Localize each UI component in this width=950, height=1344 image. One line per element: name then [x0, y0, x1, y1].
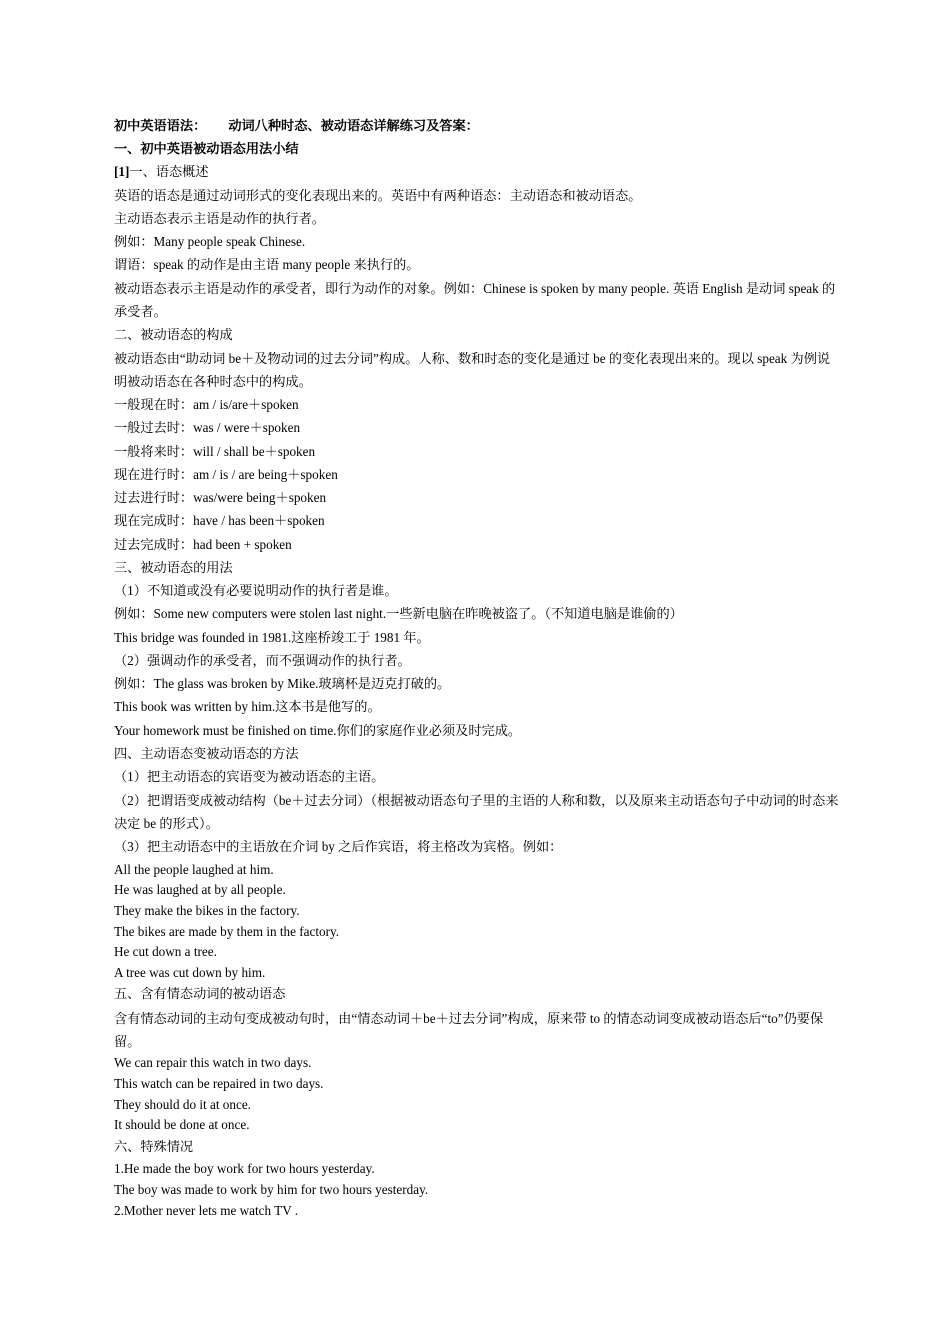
usage-1-example: This bridge was founded in 1981.这座桥竣工于 1981 年。 — [114, 630, 430, 645]
reference-mark: [1] — [114, 164, 130, 179]
example-sentence: They should do it at once. — [114, 1097, 251, 1112]
section-5-heading: 五、含有情态动词的被动语态 — [114, 986, 286, 1001]
section-6-heading: 六、特殊情况 — [114, 1139, 194, 1154]
example-sentence: It should be done at once. — [114, 1117, 250, 1132]
paragraph-2: 主动语态表示主语是动作的执行者。 — [114, 211, 325, 226]
example-sentence: The bikes are made by them in the factory. — [114, 924, 340, 939]
section-4-heading: 四、主动语态变被动语态的方法 — [114, 746, 299, 761]
example-sentence: 1.He made the boy work for two hours yesterday. — [114, 1161, 375, 1176]
tense-item: 一般将来时：will / shall be＋spoken — [114, 444, 316, 459]
section-2-heading: 二、被动语态的构成 — [114, 327, 233, 342]
usage-2-example: This book was written by him.这本书是他写的。 — [114, 699, 381, 714]
example-sentence: He cut down a tree. — [114, 944, 217, 959]
tense-item: 一般现在时：am / is/are＋spoken — [114, 397, 299, 412]
paragraph-3: 例如：Many people speak Chinese. — [114, 234, 306, 249]
tense-item: 现在进行时：am / is / are being＋spoken — [114, 467, 338, 482]
tense-item: 过去完成时：had been + spoken — [114, 537, 292, 552]
paragraph-1: 英语的语态是通过动词形式的变化表现出来的。英语中有两种语态：主动语态和被动语态。 — [114, 188, 642, 203]
example-sentence: 2.Mother never lets me watch TV . — [114, 1203, 299, 1218]
usage-2-example: 例如：The glass was broken by Mike.玻璃杯是迈克打破的。 — [114, 676, 451, 691]
section-3-heading: 三、被动语态的用法 — [114, 560, 233, 575]
usage-2: （2）强调动作的承受者，而不强调动作的执行者。 — [114, 653, 411, 668]
example-sentence: All the people laughed at him. — [114, 862, 274, 877]
tense-item: 一般过去时：was / were＋spoken — [114, 420, 301, 435]
paragraph-4: 谓语：speak 的动作是由主语 many people 来执行的。 — [114, 257, 420, 272]
method-3: （3）把主动语态中的主语放在介词 by 之后作宾语，将主格改为宾格。例如： — [114, 839, 563, 854]
example-sentence: They make the bikes in the factory. — [114, 903, 300, 918]
title-part-1: 初中英语语法： — [114, 118, 207, 133]
example-sentence: This watch can be repaired in two days. — [114, 1076, 324, 1091]
section-1-title: 一、语态概述 — [129, 164, 209, 179]
method-1: （1）把主动语态的宾语变为被动语态的主语。 — [114, 769, 385, 784]
section-1-heading — [114, 163, 840, 180]
usage-2-example: Your homework must be finished on time.你们的家庭作业必须及时完成。 — [114, 723, 522, 738]
example-sentence: We can repair this watch in two days. — [114, 1055, 312, 1070]
example-sentence: A tree was cut down by him. — [114, 965, 266, 980]
example-sentence: He was laughed at by all people. — [114, 882, 286, 897]
title-part-2: 动词八种时态、被动语态详解练习及答案： — [228, 118, 479, 133]
example-sentence: The boy was made to work by him for two hours yesterday. — [114, 1182, 429, 1197]
tense-item: 现在完成时：have / has been＋spoken — [114, 513, 325, 528]
usage-1: （1）不知道或没有必要说明动作的执行者是谁。 — [114, 583, 398, 598]
heading-1: 一、初中英语被动语态用法小结 — [114, 141, 299, 156]
method-2: （2）把谓语变成被动结构（be＋过去分词）（根据被动语态句子里的主语的人称和数，以及原来主动语态句子中动词的时态来决定 be 的形式）。 — [114, 793, 839, 831]
paragraph-6: 被动语态由“助动词 be＋及物动词的过去分词”构成。人称、数和时态的变化是通过 be 的变化表现出来的。现以 speak 为例说明被动语态在各种时态中的构成。 — [114, 351, 831, 389]
usage-1-example: 例如：Some new computers were stolen last night.一些新电脑在昨晚被盗了。（不知道电脑是谁偷的） — [114, 606, 683, 621]
paragraph-7: 含有情态动词的主动句变成被动句时，由“情态动词＋be＋过去分词”构成，原来带 to 的情态动词变成被动语态后“to”仍要保留。 — [114, 1011, 824, 1049]
tense-item: 过去进行时：was/were being＋spoken — [114, 490, 327, 505]
paragraph-5: 被动语态表示主语是动作的承受者，即行为动作的对象。例如：Chinese is spoken by many people. 英语 English 是动词 speak 的承受者。 — [114, 281, 836, 319]
document-title — [114, 117, 840, 134]
